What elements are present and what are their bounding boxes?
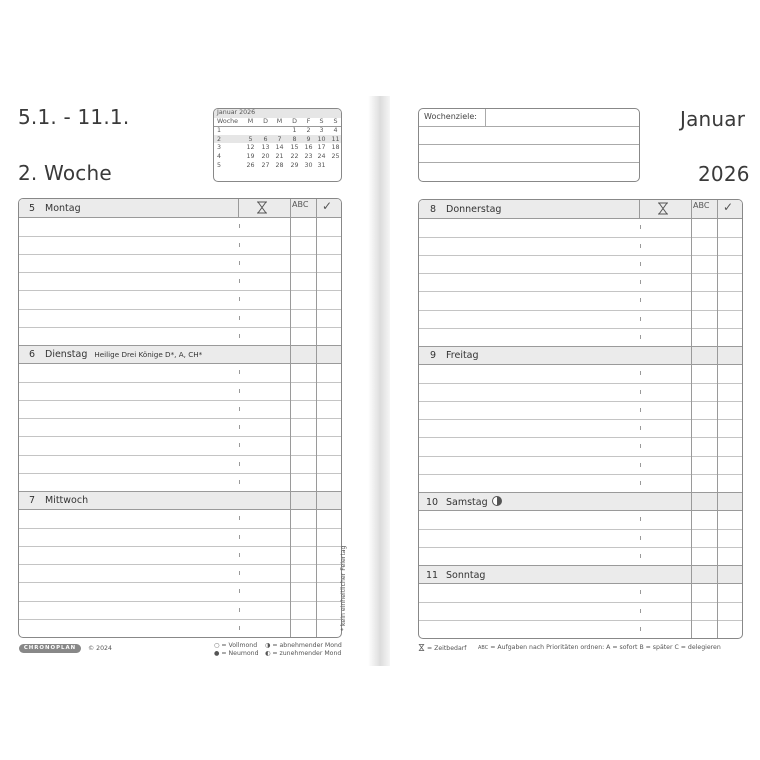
mini-calendar-day[interactable]: 28	[275, 161, 284, 169]
column-tick	[640, 244, 641, 248]
column-tick	[239, 389, 240, 393]
mini-calendar	[213, 108, 342, 182]
entry-line	[19, 418, 341, 419]
column-tick	[640, 280, 641, 284]
entry-line	[419, 492, 742, 493]
entry-line	[19, 272, 341, 273]
day-sunday: 11 Sonntag	[426, 570, 486, 581]
column-tick	[640, 262, 641, 266]
mini-calendar-day[interactable]: 14	[275, 144, 284, 152]
column-tick	[640, 609, 641, 613]
entry-line	[19, 564, 341, 565]
entry-line	[19, 400, 341, 401]
column-tick	[239, 480, 240, 484]
mini-calendar-title: Januar 2026	[217, 109, 256, 116]
time-column-divider	[238, 199, 239, 217]
column-divider	[316, 199, 317, 637]
column-tick	[640, 590, 641, 594]
check-icon: ✓	[322, 199, 333, 213]
entry-line	[419, 328, 742, 329]
entry-line	[19, 327, 341, 328]
weekly-goals-label: Wochenziele:	[424, 112, 477, 121]
week-range: 5.1. - 11.1.	[18, 105, 130, 129]
mini-calendar-day[interactable]: 3	[319, 127, 324, 135]
entry-line	[419, 364, 742, 365]
entry-line	[419, 237, 742, 238]
column-tick	[640, 408, 641, 412]
abc-priority-header: ABC	[292, 200, 309, 209]
holiday-label: Heilige Drei Könige D*, A, CH*	[94, 350, 203, 359]
column-tick	[239, 316, 240, 320]
entry-line	[19, 217, 341, 218]
entry-line	[419, 456, 742, 457]
entry-line	[19, 236, 341, 237]
entry-line	[419, 291, 742, 292]
mini-calendar-day[interactable]: 15	[290, 144, 299, 152]
column-tick	[640, 481, 641, 485]
hourglass-icon	[256, 201, 268, 217]
mini-calendar-week-number: 1	[217, 127, 222, 135]
mini-calendar-week-number: 5	[217, 161, 222, 169]
copyright: © 2024	[88, 645, 112, 652]
entry-line	[19, 455, 341, 456]
column-tick	[239, 243, 240, 247]
entry-line	[19, 619, 341, 620]
mini-calendar-day[interactable]: 12	[246, 144, 255, 152]
hourglass-icon	[418, 644, 425, 651]
column-tick	[239, 626, 240, 630]
entry-line	[19, 436, 341, 437]
mini-calendar-week-header: Woche	[217, 117, 239, 125]
mini-calendar-day[interactable]: 8	[292, 135, 297, 143]
mini-calendar-day[interactable]: 30	[304, 161, 313, 169]
column-tick	[640, 536, 641, 540]
mini-calendar-weekday-header: D	[263, 117, 268, 125]
entry-line	[19, 473, 341, 474]
page-spine	[368, 96, 390, 666]
entry-line	[19, 290, 341, 291]
entry-line	[419, 547, 742, 548]
legend-full-moon: ○ = Vollmond	[214, 642, 258, 649]
entry-line	[19, 546, 341, 547]
column-tick	[640, 390, 641, 394]
column-tick	[640, 517, 641, 521]
mini-calendar-day[interactable]: 6	[263, 135, 268, 143]
abc-priority-header: ABC	[693, 201, 710, 210]
mini-calendar-day[interactable]: 18	[331, 144, 340, 152]
mini-calendar-day[interactable]: 31	[317, 161, 326, 169]
entry-line	[419, 474, 742, 475]
mini-calendar-day[interactable]: 19	[246, 153, 255, 160]
entry-line	[419, 419, 742, 420]
entry-line	[419, 346, 742, 347]
column-tick	[239, 279, 240, 283]
mini-calendar-week-number: 4	[217, 153, 222, 160]
day-monday: 5 Montag	[29, 203, 81, 214]
entry-line	[419, 529, 742, 530]
day-tuesday: 6 Dienstag Heilige Drei Könige D*, A, CH*	[29, 349, 203, 360]
column-tick	[239, 224, 240, 228]
mini-calendar-day[interactable]: 27	[261, 161, 270, 169]
mini-calendar-day[interactable]: 24	[317, 153, 326, 160]
mini-calendar-day[interactable]: 25	[331, 153, 340, 160]
mini-calendar-day[interactable]: 13	[261, 144, 270, 152]
mini-calendar-week-number: 3	[217, 144, 222, 152]
mini-calendar-day[interactable]: 22	[290, 153, 299, 160]
mini-calendar-weekday-header: D	[292, 117, 297, 125]
time-legend: = Zeitbedarf	[418, 644, 467, 652]
column-divider	[290, 199, 291, 637]
column-divider	[691, 200, 692, 638]
mini-calendar-weekday-header: F	[306, 117, 311, 125]
left-day-grid[interactable]	[18, 198, 342, 638]
column-tick	[640, 225, 641, 229]
mini-calendar-day[interactable]: 7	[277, 135, 282, 143]
legend-waxing-moon: ◐ = zunehmender Mond	[265, 650, 342, 657]
entry-line	[419, 218, 742, 219]
legend-new-moon: ● = Neumond	[214, 650, 259, 657]
column-tick	[239, 334, 240, 338]
mini-calendar-day[interactable]: 11	[331, 135, 340, 143]
mini-calendar-day[interactable]: 10	[317, 135, 326, 143]
mini-calendar-day[interactable]: 20	[261, 153, 270, 160]
entry-line	[419, 310, 742, 311]
column-tick	[640, 463, 641, 467]
year: 2026	[698, 162, 750, 186]
brand-logo: CHRONOPLAN	[19, 644, 81, 653]
hourglass-icon	[657, 202, 669, 218]
mini-calendar-day[interactable]: 29	[290, 161, 299, 169]
column-tick	[640, 371, 641, 375]
entry-line	[19, 254, 341, 255]
first-quarter-moon-icon	[492, 496, 502, 506]
abc-legend: ABC = Aufgaben nach Prioritäten ordnen: A = sofort B = später C = delegieren	[478, 644, 721, 651]
legend-waning-moon: ◑ = abnehmender Mond	[265, 642, 342, 649]
column-tick	[239, 462, 240, 466]
column-tick	[239, 571, 240, 575]
column-tick	[239, 370, 240, 374]
mini-calendar-weekday-header: M	[276, 117, 283, 125]
day-saturday: 10 Samstag	[426, 496, 502, 508]
column-tick	[640, 444, 641, 448]
mini-calendar-day[interactable]: 21	[275, 153, 284, 160]
entry-line	[419, 401, 742, 402]
column-tick	[239, 553, 240, 557]
mini-calendar-day[interactable]: 4	[333, 127, 338, 135]
entry-line	[419, 565, 742, 566]
entry-line	[419, 437, 742, 438]
day-friday: 9 Freitag	[430, 350, 479, 361]
column-tick	[239, 535, 240, 539]
entry-line	[19, 309, 341, 310]
entry-line	[19, 345, 341, 346]
weekly-goals-box[interactable]	[418, 108, 640, 182]
week-label: 2. Woche	[18, 161, 112, 185]
column-tick	[640, 335, 641, 339]
column-tick	[239, 261, 240, 265]
entry-line	[419, 602, 742, 603]
entry-line	[19, 382, 341, 383]
entry-line	[419, 383, 742, 384]
mini-calendar-weekday-header: S	[333, 117, 338, 125]
mini-calendar-day[interactable]: 1	[292, 127, 297, 135]
entry-line	[19, 601, 341, 602]
mini-calendar-day[interactable]: 9	[306, 135, 311, 143]
month-name: Januar	[680, 107, 746, 131]
mini-calendar-day[interactable]: 5	[248, 135, 253, 143]
column-tick	[239, 407, 240, 411]
mini-calendar-day[interactable]: 2	[306, 127, 311, 135]
column-tick	[640, 298, 641, 302]
column-tick	[239, 516, 240, 520]
day-thursday: 8 Donnerstag	[430, 204, 502, 215]
column-tick	[640, 627, 641, 631]
mini-calendar-day[interactable]: 23	[304, 153, 313, 160]
column-tick	[239, 589, 240, 593]
column-tick	[640, 554, 641, 558]
column-tick	[239, 425, 240, 429]
column-tick	[239, 443, 240, 447]
entry-line	[19, 491, 341, 492]
mini-calendar-day[interactable]: 17	[317, 144, 326, 152]
entry-line	[419, 583, 742, 584]
mini-calendar-weekday-header: S	[319, 117, 324, 125]
time-column-divider	[639, 200, 640, 218]
mini-calendar-day[interactable]: 16	[304, 144, 313, 152]
column-tick	[640, 317, 641, 321]
entry-line	[419, 620, 742, 621]
entry-line	[419, 255, 742, 256]
entry-line	[19, 582, 341, 583]
entry-line	[19, 528, 341, 529]
entry-line	[419, 510, 742, 511]
column-tick	[640, 426, 641, 430]
holiday-footnote: * kein einheitlicher Feiertag	[340, 545, 347, 631]
mini-calendar-week-number: 2	[217, 135, 222, 143]
entry-line	[19, 509, 341, 510]
mini-calendar-day[interactable]: 26	[246, 161, 255, 169]
check-icon: ✓	[723, 200, 734, 214]
column-tick	[239, 608, 240, 612]
column-divider	[717, 200, 718, 638]
entry-line	[19, 363, 341, 364]
entry-line	[419, 273, 742, 274]
column-tick	[239, 297, 240, 301]
day-wednesday: 7 Mittwoch	[29, 495, 89, 506]
mini-calendar-weekday-header: M	[247, 117, 254, 125]
